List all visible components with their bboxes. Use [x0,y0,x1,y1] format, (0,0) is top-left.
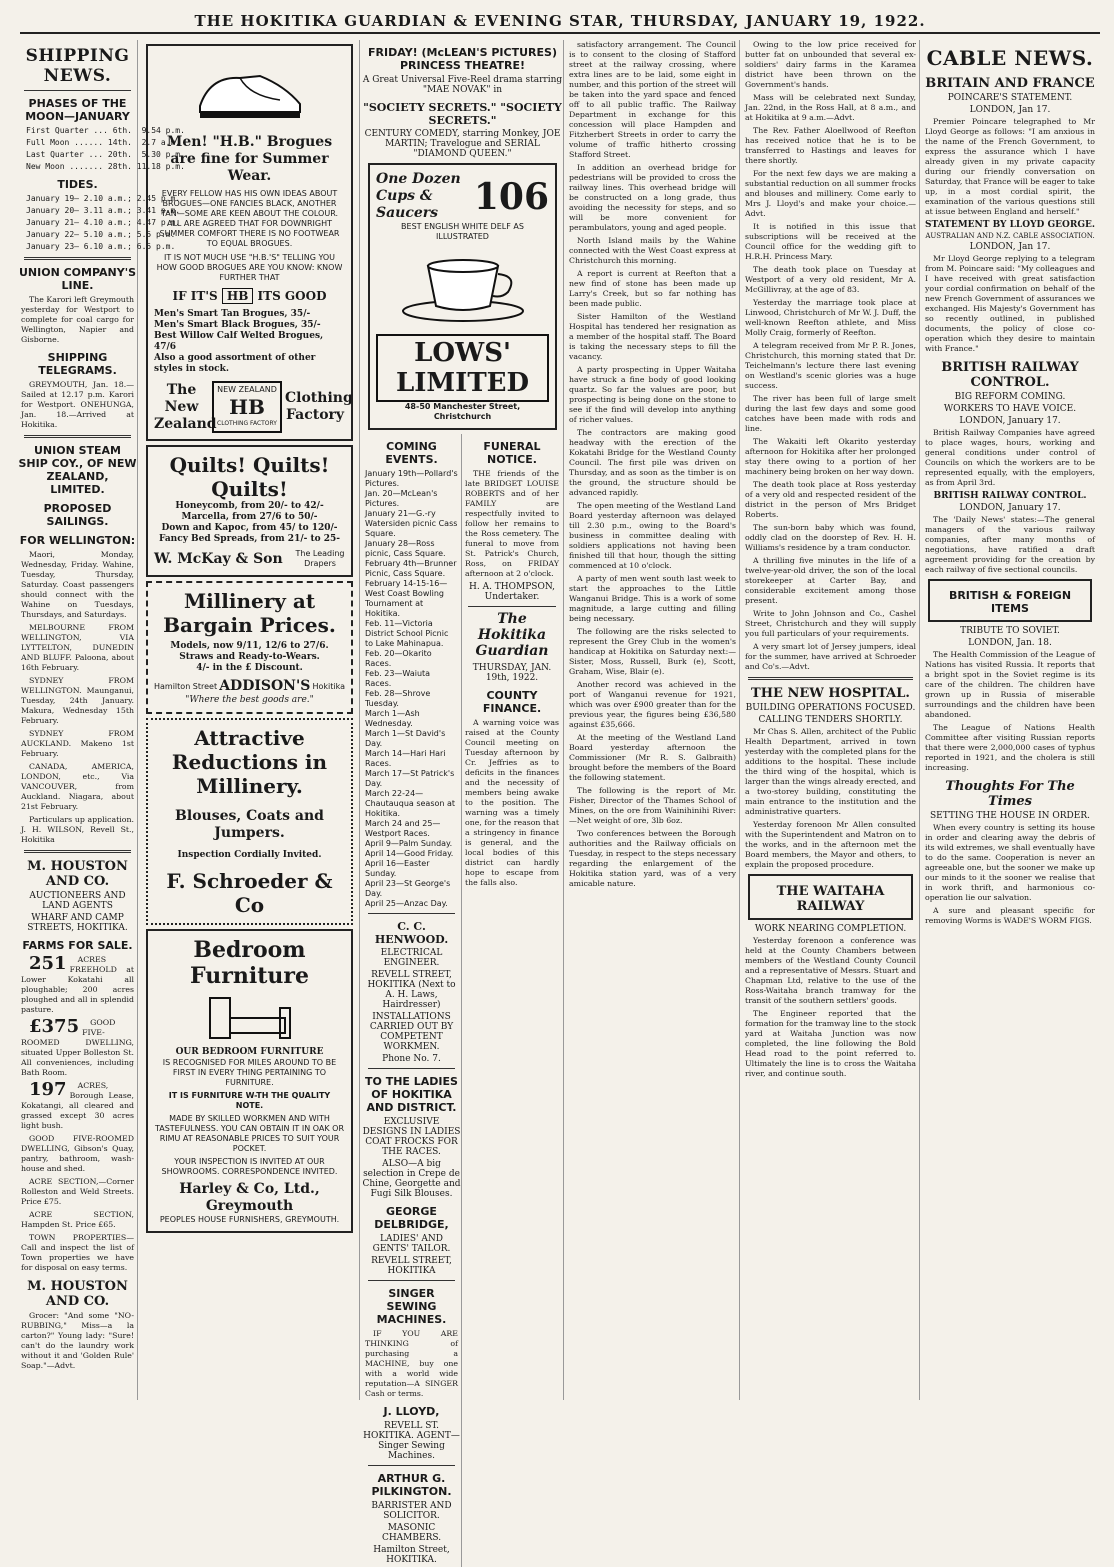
undertaker-text: H. A. THOMPSON, Undertaker. [469,582,555,602]
hospital-text: Mr Chas S. Allen, architect of the Public Health Department, arrived in town yesterday with the completed plans for the additions to the hospital. These include the third wing of the hospital, which is larger than the wings already erected, and a two-storey building, constituting the main entrance to the institution and the administrative quarters. [745,727,916,816]
brogues-ad [146,44,353,441]
willow-brogues: Best Willow Calf Welted Brogues, 47/6 [154,331,324,352]
drama-text: A Great Universal Five-Reel drama starring "MAE NOVAK" in [362,75,563,95]
news-para: The following is the report of Mr. Fisher, Director of the Thames School of Mines, on the ore from Wainihinihi River:—Net weight of ore, 3lb 6oz. [569,786,736,825]
cable-heading: CABLE NEWS. [926,46,1094,70]
engineer-text: ELECTRICAL ENGINEER. [380,948,443,968]
delbridge-address: REVELL STREET, HOKITIKA [371,1256,452,1276]
poincare-heading: POINCARE'S STATEMENT. [947,93,1073,103]
event-item: March 1—St David's Day. [365,729,446,748]
event-item: April 9—Palm Sunday. [365,839,453,848]
news-para: Another record was achieved in the port of Wanganui revenue for 1921, which was over £900 greater than for the previous year, the figures being £36,580 against £35,666. [569,680,736,729]
clothing-factory-text: Clothing Factory [285,390,353,423]
editorial [462,434,562,1567]
news-para: The contractors are making good headway with the erection of the Kokatahi Bridge for the Westland County Council. The first pile was driven on Thursday, and as soon as the timber is on the ground, the structure should be advanced rapidly. [569,428,736,497]
wellington-text: Maori, Monday, Wednesday, Friday. Wahine, Tuesday, Thursday, Saturday. Coast passengers should connect with the Wahine on Tuesdays, Thursdays, and Saturdays. [21,550,134,619]
tides-heading: TIDES. [57,178,98,191]
quilt-down: Down and Kapoc, from 45/ to 120/- [161,523,338,533]
lloyd-george-heading: STATEMENT BY LLOYD GEORGE. [924,220,1096,230]
sailings-heading: PROPOSED SAILINGS. [43,502,112,528]
moon-phase-2: Full Moon ...... 14th. 2.7 a.m. [26,138,181,147]
new-zealand-text: The New Zealand [154,381,217,432]
ladies-heading: TO THE LADIES OF HOKITIKA AND DISTRICT. [365,1075,458,1114]
news-para: The death took place on Tuesday at Westport of a very old resident, Mr A. McGillivray, at the age of 83. [745,265,916,294]
news-para: For the next few days we are making a substantial reduction on all summer frocks and blouses and millinery. Come early to Mrs J. Lloyd's and make your choice.—Advt. [745,169,916,218]
models-text: Models, now 9/11, 12/6 to 27/6. [170,641,329,651]
blouses-headline: Blouses, Coats and Jumpers. [175,808,324,841]
railway-heading: BRITISH RAILWAY CONTROL. [941,360,1079,390]
quilt-marcella: Marcella, from 27/6 to 50/- [181,512,318,522]
lloyd-address: REVELL ST. HOKITIKA. AGENT—Singer Sewing Machines. [363,1421,460,1461]
lows-limited: LOWS' LIMITED [376,334,549,402]
news-para: Mass will be celebrated next Sunday, Jan. 22nd, in the Ross Hall, at 8 a.m., and at Hokitika at 9 a.m.—Advt. [745,93,916,122]
union-heading: UNION COMPANY'S LINE. [18,266,136,292]
bedroom-body: IS RECOGNISED FOR MILES AROUND TO BE FIRST IN EVERY THING PERTAINING TO FURNITURE. [162,1058,337,1087]
worm-ad: A sure and pleasant specific for removing Worms is WADE'S WORM FIGS. [925,906,1095,925]
news-para: The death took place at Ross yesterday of a very old and respected resident of the district in the person of Mrs Bridget Roberts. [745,480,916,519]
news-para: The river has been full of large smelt during the last few days and some good catches have been made with rods and line. [745,394,916,433]
town-properties: TOWN PROPERTIES—Call and inspect the list of Town properties we have for disposal on easy terms. [21,1233,134,1272]
event-item: Feb. 20—Okarito Races. [365,649,432,668]
brogues-body: EVERY FELLOW HAS HIS OWN IDEAS ABOUT BROGUES—ONE FANCIES BLACK, ANOTHER TAN—SOME ARE KEEN ABOUT THE COLOUR. ALL ARE AGREED THAT FOR DOWNRIGHT SUMMER COMFORT THERE IS NO FOOTWEAR TO EQUAL BROGUES. [159,189,340,248]
divider [24,90,131,91]
farm-number: £375 [29,1016,80,1037]
events-heading: COMING EVENTS. [385,440,438,466]
straws-text: Straws and Ready-to-Wears. [179,652,320,662]
quality-text: IT IS FURNITURE W-TH THE QUALITY NOTE. [168,1091,331,1110]
dateline: LONDON, Jan 17. [969,242,1051,252]
delbridge-heading: GEORGE DELBRIDGE, [374,1205,449,1231]
addisons-signature: Hamilton Street ADDISON'S Hokitika [154,678,345,694]
lows-address: 48-50 Manchester Street, Christchurch [404,402,521,421]
news-para: In addition an overhead bridge for pedestrians will be provided to cross the railway lines. This overhead bridge will be constructed on a long grade, thus avoiding the necessity for steps, and so will be more convenient for perambulators, young and aged people. [569,163,736,232]
farm-375: £375 GOOD FIVE-ROOMED DWELLING, situated Upper Bolleston St. All conveniences, including Bath Room. [21,1016,134,1077]
news-para: At the meeting of the Westland Land Board yesterday afternoon the Commissioner (Mr R. S. Galbraith) brought before the members of the Board the following statement. [569,733,736,782]
calling-sub: CALLING TENDERS SHORTLY. [758,715,903,725]
news-para: It is notified in this issue that subscriptions will be received at the Council office for the wedding gift to H.R.H. Princess Mary. [745,222,916,261]
farm-number: 251 [29,953,67,974]
divider [368,1068,455,1069]
mckay-signature: W. McKay & Son The Leading Drapers [154,549,345,568]
moon-phase-1: First Quarter ... 6th. 9.54 p.m. [26,126,185,135]
news-para: Yesterday the marriage took place at Linwood, Christchurch of Mr W. J. Duff, the well-known Reefton athlete, and Miss Molly Craig, formerly of Reefton. [745,298,916,337]
addison-tagline: "Where the best goods are." [185,695,314,705]
divider [468,606,556,607]
brogues-headline: Men! "H.B." Brogues are fine for Summer Wear. [166,134,333,184]
friday-heading: FRIDAY! (McLEAN'S PICTURES) PRINCESS THEATRE! [368,46,557,72]
association-text: AUSTRALIAN AND N.Z. CABLE ASSOCIATION. [925,232,1095,240]
news-para: The open meeting of the Westland Land Board yesterday afternoon was delayed till 2.30 p.m., owing to the Board's business in committee dealing with soldiers applications not having been finished till that hour, though the sitting commenced at 10 o'clock. [569,501,736,570]
auctioneers-text: AUCTIONEERS AND LAND AGENTS [29,891,126,911]
installations-text: INSTALLATIONS CARRIED OUT BY COMPETENT WORKMEN. [369,1012,454,1052]
nz-clothing-factory [154,381,353,433]
bed-illustration [205,993,295,1043]
brogues-body-2: IT IS NOT MUCH USE "H.B.'S" TELLING YOU HOW GOOD BROGUES ARE YOU KNOW: KNOW FURTHER THAT [156,253,343,282]
event-item: Jan. 20—McLean's Pictures. [365,489,438,508]
quilts-headline: Quilts! Quilts! Quilts! [169,453,330,501]
inspection-text: Inspection Cordially Invited. [177,850,322,860]
farm-197: 197 ACRES, Borough Lease, Kokatangi, all cleared and grassed except 30 acres light bush. [21,1079,134,1130]
houston-heading: M. HOUSTON AND CO. [27,859,128,889]
event-item: January 28—Ross picnic, Cass Square. [365,539,446,558]
column-cable-news [922,40,1098,1400]
cup-saucer-illustration [398,246,528,326]
column-entertainment [362,40,564,1565]
singer-text: IF YOU ARE THINKING of purchasing a MACHINE, buy one with a world wide reputation—A SINGER Cash or terms. [365,1329,458,1398]
event-item: April 25—Anzac Day. [365,899,448,908]
bedroom-headline: Bedroom Furniture [190,937,309,989]
henwood-address: REVELL STREET, HOKITIKA (Next to A. H. Laws, Hairdresser) [367,970,456,1010]
event-item: April 16—Easter Sunday. [365,859,430,878]
schroeder-ad [146,718,353,925]
railway-text-2: The 'Daily News' states:—The general managers of the various railway companies, after many months of negotiations, have ratified a draft agreement providing for the creation by each railway of five sectional councils. [925,515,1095,574]
railway-control-heading: BRITISH RAILWAY CONTROL. [933,491,1087,501]
dwelling-text: GOOD FIVE-ROOMED DWELLING, Gibson's Quay, pantry, bathroom, wash-house and shed. [21,1134,134,1173]
waitaha-box [748,874,913,920]
divider [24,850,131,853]
funeral-text: THE friends of the late BRIDGET LOUISE ROBERTS and of her FAMILY are respectfully invited to follow her remains to the Ross cemetery. The funeral to move from St. Patrick's Church, Ross, on FRIDAY afternoon at 2 o'clock. [465,469,559,578]
if-its-hb-logo: IF IT'S HB ITS GOOD [172,289,327,303]
waitaha-heading: THE WAITAHA RAILWAY [776,884,885,914]
harley-name: Harley & Co, Ltd., Greymouth [179,1181,320,1214]
masonic-text: MASONIC CHAMBERS. [381,1523,442,1543]
news-para: Owing to the low price received for butter fat on unbounded that several ex-soldiers' dairy farms in the Karamea district have been thrown on the Government's hands. [745,40,916,89]
news-para: The sun-born baby which was found, oddly clad on the doorstep of Rev. H. H. Williams's residence by a tram conductor. [745,523,916,552]
dateline: LONDON, January 17. [959,503,1061,513]
tribute-text-2: The League of Nations Health Committee after visiting Russian reports that there were 2,000,000 cases of typhus reported in 1921, and the cholera is still increasing. [925,723,1095,772]
news-para: A report is current at Reefton that a new find of stone has been made up Larry's Creek, but so far nothing has been made public. [569,269,736,308]
column-local-news [566,40,740,1400]
ussc-heading: UNION STEAM SHIP COY., OF NEW ZEALAND, LIMITED. [18,444,137,496]
divider [368,1465,455,1466]
lloyd-heading: J. LLOYD, [383,1405,440,1418]
quilt-honeycomb: Honeycomb, from 20/- to 42/- [175,501,324,511]
news-para: Sister Hamilton of the Westland Hospital has tendered her resignation as a member of the hospital staff. The Board is taking the necessary steps to fill the vacancy. [569,312,736,361]
reductions-headline: Attractive Reductions in Millinery. [171,726,328,798]
millinery-ad [146,581,353,714]
divider [748,677,913,680]
acre-section-1: ACRE SECTION,—Corner Rolleston and Weld Streets. Price £75. [21,1177,134,1206]
railway-text: British Railway Companies have agreed to place wages, hours, working and general conditions under control of Councils on which the workers are to be represented equally, with the employers, as from April 3rd. [925,428,1095,487]
quilt-fancy: Fancy Bed Spreads, from 21/- to 25- [158,534,341,544]
divider [24,435,131,438]
tide-row: January 19— 2.10 a.m.; 2.45 p.m. [26,194,181,203]
dateline: LONDON, Jan. 18. [968,638,1052,648]
event-item: March 24 and 25—Westport Races. [365,819,441,838]
event-item: February 4th—Brunner Picnic, Cass Square. [365,559,457,578]
tribute-text: The Health Commission of the League of Nations has visited Russia. It reports that a bright spot in the Soviet regime is its care of the children. The children have grown up in Russia of miserable surroundings and the children have been abandoned. [925,650,1095,719]
our-bedroom-text: OUR BEDROOM FURNITURE [175,1047,324,1057]
news-para: Two conferences between the Borough authorities and the Railway officials on Tuesday, in respect to the steps necessary regarding the enlargement of the Hokitika station yard, was of a very amicable nature. [569,829,736,888]
wharf-text: WHARF AND CAMP STREETS, HOKITIKA. [27,913,128,933]
farms-heading: FARMS FOR SALE. [22,939,133,952]
event-item: January 21—G.-ry Watersiden picnic Cass Square. [365,509,458,538]
county-finance-heading: COUNTY FINANCE. [482,689,542,715]
assortment: Also a good assortment of other styles in stock. [154,353,316,374]
hospital-heading: THE NEW HOSPITAL. [751,686,910,701]
news-para: A very smart lot of Jersey jumpers, ideal for the summer, have arrived at Schroeder and Co's.—Advt. [745,642,916,671]
moon-heading: PHASES OF THE MOON—JANUARY [25,97,130,123]
tan-brogues: Men's Smart Tan Brogues, 35/- [154,309,311,319]
voice-heading: WORKERS TO HAVE VOICE. [943,404,1077,414]
telegrams-heading: SHIPPING TELEGRAMS. [38,351,117,377]
news-para: The Wakaiti left Okarito yesterday afternoon for Hokitika after her prolonged stay there owing to a portion of her machinery being broken on her way down. [745,437,916,476]
pilkington-heading: ARTHUR G. PILKINGTON. [371,1472,452,1498]
event-item: Feb. 28—Shrove Tuesday. [365,689,431,708]
event-item: April 23—St George's Day. [365,879,451,898]
news-para: The following are the risks selected to represent the Grey Club in the women's handicap at Hokitika on Saturday next:—Sister, Moss, Russell, Burk (e), Scott, Graham, Wise, Blair (e). [569,627,736,676]
guardian-title: The Hokitika Guardian [475,611,549,659]
tailor-text: LADIES' AND GENTS' TAILOR. [372,1234,451,1254]
news-para: North Island mails by the Wahine connected with the West Coast express at Christchurch this morning. [569,236,736,265]
millinery-headline: Millinery at Bargain Prices. [163,589,336,637]
news-para: satisfactory arrangement. The Council is to consent to the closing of Stafford street at the railway crossing, where extra lines are to be laid, some eight in number, and this portion of the street will be taken into the yard space and fenced off to all public traffic. The Railway Department in exchange for this concession will place Hampden and Fitzherbert Streets in order to carry the volume of traffic hitherto crossing Stafford Street. [569,40,736,159]
british-foreign-box [928,579,1092,622]
news-para: Write to John Johnson and Co., Cashel Street, Christchurch and they will supply you full particulars of your requirements. [745,609,916,638]
dateline: LONDON, January 17. [959,416,1061,426]
column-shipping [18,40,185,1400]
bedroom-furniture-ad [146,929,353,1233]
column-news-2 [742,40,920,1400]
singer-heading: SINGER SEWING MACHINES. [376,1287,447,1326]
telegrams-text: GREYMOUTH, Jan. 18.—Sailed at 12.17 p.m. Karori for Westport. ONEHUNGA, Jan. 18.—Arrived at Hokitika. [21,380,134,429]
event-item: March 22-24—Chautauqua season at Hokitika. [365,789,456,818]
coming-events [362,434,462,1567]
setting-heading: SETTING THE HOUSE IN ORDER. [930,811,1090,821]
county-finance-text: A warning voice was raised at the County Council meeting on Tuesday afternoon by Cr. Jeffries as to deficits in the finances and the necessity of members being awake to the position. The warning was a timely one, for the reason that a stringency in finance is general, and the local bodies of this district can hardly hope to escape from the falls also. [465,718,559,887]
brogue-shoe-illustration [190,56,310,126]
henwood-heading: C. C. HENWOOD. [374,920,449,946]
farm-251: 251 ACRES FREEHOLD at Lower Kokatahi all ploughable; 200 acres ploughed and all in splendid pasture. [21,953,134,1014]
tribute-heading: TRIBUTE TO SOVIET. [960,626,1060,636]
union-text: The Karori left Greymouth yesterday for Westport to complete for coal cargo for Wellington, Napier and Gisborne. [21,295,134,344]
tide-row: January 22— 5.10 a.m.; 5.5 p.m. [26,230,176,239]
events-and-editorial [362,434,563,1567]
exclusive-designs: EXCLUSIVE DESIGNS IN LADIES COAT FROCKS FOR THE RACES. [362,1117,461,1157]
moon-phase-3: Last Quarter ... 20th. 5.30 p.m. [26,150,185,159]
tide-row: January 20— 3.11 a.m.; 3.41 p.m. [26,206,181,215]
news-para: A party of men went south last week to start the approaches to the Little Wanganui Bridge. This is a work of some magnitude, a large cutting and filling being necessary. [569,574,736,623]
british-foreign-heading: BRITISH & FOREIGN ITEMS [948,589,1072,615]
discount-text: 4/- in the £ Discount. [196,663,303,673]
society-secrets: "SOCIETY SECRETS." "SOCIETY SECRETS." [363,101,562,127]
inspection-invited: YOUR INSPECTION IS INVITED AT OUR SHOWROOMS. CORRESPONDENCE INVITED. [161,1157,338,1176]
hb-logo: NEW ZEALAND HB CLOTHING FACTORY [212,381,282,433]
acre-section-2: ACRE SECTION, Hampden St. Price £65. [21,1210,134,1229]
waitaha-sub: WORK NEARING COMPLETION. [754,924,907,934]
farm-number: 197 [29,1079,67,1100]
comedy-text: CENTURY COMEDY, starring Monkey, JOE MARTIN; Travelogue and SERIAL "DIAMOND QUEEN." [364,129,561,159]
cups-headline: One Dozen Cups & Saucers 106 [376,171,549,221]
waitaha-text: Yesterday forenoon a conference was held at the County Chambers between members of the Westland County Council and a representative of Messrs. Stuart and Chapman Ltd, relative to the use of the Ross-Waitaha branch tramway for the transit of the southern settlers' goods. [745,936,916,1005]
news-para: The Rev. Father Aloellwood of Reefton has received notice that he is to be transferred to Hastings and leaves for there shortly. [745,126,916,165]
event-item: March 1—Ash Wednesday. [365,709,420,728]
wellington-heading: FOR WELLINGTON: [19,534,136,547]
shipping-heading: SHIPPING NEWS. [25,46,130,86]
peoples-house: PEOPLES HOUSE FURNISHERS, GREYMOUTH. [159,1215,340,1224]
schroeder-name: F. Schroeder & Co [166,869,333,917]
particulars-text: Particulars up application. J. H. WILSON, Revell St., Hokitika [21,815,134,844]
britain-france-heading: BRITAIN AND FRANCE [925,76,1095,91]
dateline: LONDON, Jan 17. [969,105,1051,115]
hospital-text-2: Yesterday forenoon Mr Allen consulted with the Superintendent and Matron on to the works, and in the afternoon met the Board members, the Mayor and others, to explain the proposed procedure. [745,820,916,869]
melbourne-text: MELBOURNE FROM WELLINGTON, VIA LYTTELTON, DUNEDIN AND BLUFF. Paloona, about 16th February. [21,623,134,672]
event-item: February 14-15-16—West Coast Bowling Tournament at Hokitika. [365,579,448,618]
divider [24,257,131,260]
grocer-text: Grocer: "And some "NO-RUBBING," Miss—a la carton?" Young lady: "Sure! can't do the laundry work without it and 'Golden Rule' Soap."—Advt. [21,1311,134,1370]
event-item: Feb. 23—Waiuta Races. [365,669,431,688]
event-item: March 14—Hari Hari Races. [365,749,446,768]
column-ads [140,40,360,1400]
thoughts-text: When every country is setting its house in order and clearing away the debris of its wild extremes, we shall eventually have to do the same. Cooperation is never an agreeable one, but the sooner we make up our minds to it the sooner we realise that in work thrift, and harmonious co-operation lie our salvation. [925,823,1095,902]
also-text: ALSO—A big selection in Crepe de Chine, Georgette and Fugi Silk Blouses. [362,1159,461,1199]
divider [368,913,455,914]
news-para: A party prospecting in Upper Waitaha have struck a fine body of good looking quartz. So far the values are poor, but prospecting is being done on the stone to see if the find will develop into anything of richer values. [569,365,736,424]
funeral-heading: FUNERAL NOTICE. [483,440,541,466]
black-brogues: Men's Smart Black Brogues, 35/- [154,320,321,330]
thoughts-heading: Thoughts For The Times [945,779,1075,809]
made-text: MADE BY SKILLED WORKMEN AND WITH TASTEFULNESS. YOU CAN OBTAIN IT IN OAK OR RIMU AT REASONABLE PRICES TO SUIT YOUR POCKET. [154,1114,345,1153]
masthead: THE HOKITIKA GUARDIAN & EVENING STAR, THURSDAY, JANUARY 19, 1922. [20,8,1100,34]
hamilton-street: Hamilton Street, HOKITIKA. [373,1545,450,1565]
white-delf: BEST ENGLISH WHITE DELF AS ILLUSTRATED [401,222,524,241]
news-para: A telegram received from Mr P. R. Jones, Christchurch, this morning stated that Dr. Teichelmann's lecture there last evening on Westland's scenic glories was a huge success. [745,341,916,390]
barrister-text: BARRISTER AND SOLICITOR. [371,1501,452,1521]
event-item: Feb. 11—Victoria District School Picnic to Lake Mahinapua. [365,619,449,648]
waitaha-text-2: The Engineer reported that the formation for the tramway line to the stock yard at Waitaha Junction was now completed, the line following the Bold Head road to the point referred to. Ultimately the line is to cross the Waitaha river, and continue south. [745,1009,916,1078]
editorial-date: THURSDAY, JAN. 19th, 1922. [472,663,552,683]
houston-heading-2: M. HOUSTON AND CO. [27,1279,128,1309]
event-item: April 14—Good Friday. [365,849,454,858]
tide-row: January 21— 4.10 a.m.; 4.47 p.m. [26,218,181,227]
event-item: January 19th—Pollard's Pictures. [365,469,458,488]
reform-heading: BIG REFORM COMING. [954,392,1066,402]
divider [368,1280,455,1281]
building-sub: BUILDING OPERATIONS FOCUSED. [745,703,916,713]
news-para: A thrilling five minutes in the life of a twelve-year-old driver, the son of the local storekeeper at Carter Bay, and considerable excitement among those present. [745,556,916,605]
phone-text: Phone No. 7. [382,1054,441,1064]
moon-phase-4: New Moon ....... 28th. 11.18 p.m. [26,162,185,171]
lows-ad [368,163,557,430]
canada-text: CANADA, AMERICA, LONDON, etc., Via VANCOUVER, from Auckland. Niagara, about 21st February. [21,762,134,811]
tide-row: January 23— 6.10 a.m.; 6.5 p.m. [26,242,176,251]
event-item: March 17—St Patrick's Day. [365,769,455,788]
poincare-text: Premier Poincare telegraphed to Mr Lloyd George as follows: "I am anxious in the name of the French Government, to express the assurance which I have already given in my private capacity during our friendly conversation on Saturday, that France will be eager to take up, in a most cordial spirit, the examination of the various questions still at issue between England and herself." [925,117,1095,216]
quilts-ad [146,445,353,577]
lloyd-george-text: Mr Lloyd George replying to a telegram from M. Poincare said: "My colleagues and I have received with great satisfaction your cordial confirmation on behalf of the new French Government of assurances we exchanged. His Majesty's Government has so recently outlined, in published documents, the policy of close co-operation which they desire to maintain with France." [925,254,1095,353]
sydney-auckland-text: SYDNEY FROM AUCKLAND. Makeno 1st February. [21,729,134,758]
sydney-text: SYDNEY FROM WELLINGTON. Maunganui, Tuesday, 24th January. Makura, Wednesday 15th February. [21,676,134,725]
